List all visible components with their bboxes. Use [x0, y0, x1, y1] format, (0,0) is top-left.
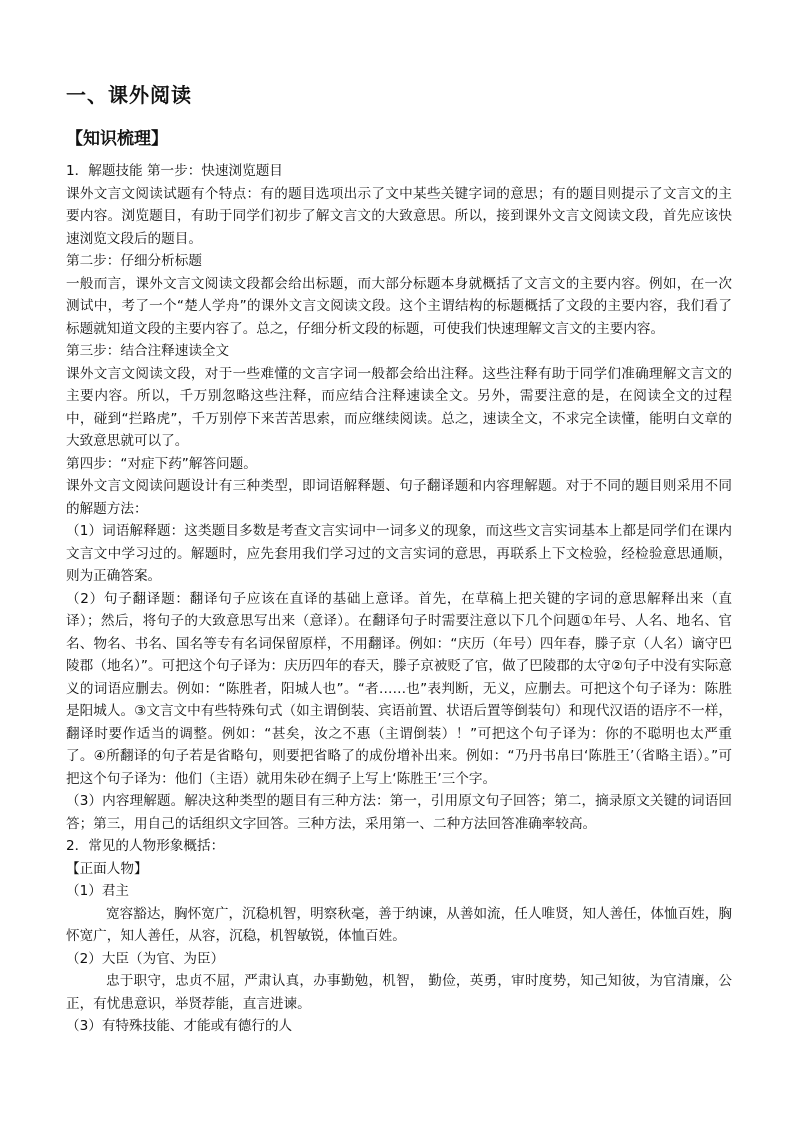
sub-heading: （3）有特殊技能、才能或有德行的人: [66, 1018, 293, 1034]
section-heading: 【知识梳理】: [66, 129, 168, 149]
page-title: 一、课外阅读: [66, 83, 192, 107]
category-heading: 【正面人物】: [66, 860, 148, 877]
step-heading: 第二步：仔细分析标题: [66, 253, 202, 269]
paragraph: 课外文言文阅读文段，对于一些难懂的文言字词一般都会给出注释。这些注释有助于同学们准确理解文言文的主要内容。所以，千万别忽略这些注释，而应结合注释速读全文。另外，需要注意的是，在阅读全文的过程中，碰到“拦路虎”，千万别停下来苦苦思索，而应继续阅读。总之，速读全文，不求完全读懂，能明白文章的大致意思就可以了。: [66, 365, 732, 449]
sub-heading: （1）君主: [66, 883, 130, 899]
paragraph: 宽容豁达，胸怀宽广，沉稳机智，明察秋毫，善于纳谏，从善如流，任人唯贤，知人善任，体恤百姓，胸怀宽广，知人善任，从容，沉稳，机智敏锐，体恤百姓。: [66, 905, 732, 944]
paragraph: 忠于职守，忠贞不屈，严肃认真，办事勤勉，机智， 勤俭，英勇，审时度势，知己知彼，为官清廉，公正，有忧患意识，举贤荐能，直言进谏。: [66, 973, 732, 1012]
list-heading: 2．常见的人物形象概括：: [66, 838, 225, 854]
step-heading: 第四步：“对症下药”解答问题。: [66, 455, 257, 472]
paragraph: 课外文言文阅读问题设计有三种类型，即词语解释题、句子翻译题和内容理解题。对于不同的题目则采用不同的解题方法：: [66, 478, 732, 517]
paragraph: （1）词语解释题：这类题目多数是考查文言实词中一词多义的现象，而这些文言实词基本上都是同学们在课内文言文中学习过的。解题时，应先套用我们学习过的文言实词的意思，再联系上下文检验，经检验意思通顺，则为正确答案。: [66, 523, 732, 584]
step-heading: 第三步：结合注释速读全文: [66, 343, 230, 359]
document-body: [66, 160, 732, 1038]
sub-heading: （2）大臣（为官、为臣）: [66, 950, 225, 967]
paragraph: 一般而言，课外文言文阅读文段都会给出标题，而大部分标题本身就概括了文言文的主要内容。例如，在一次测试中，考了一个“楚人学舟”的课外文言文阅读文段。这个主谓结构的标题概括了文段的主要内容，我们看了标题就知道文段的主要内容了。总之，仔细分析文段的标题，可使我们快速理解文言文的主要内容。: [66, 275, 732, 337]
paragraph: 课外文言文阅读试题有个特点：有的题目选项出示了文中某些关键字词的意思；有的题目则提示了文言文的主要内容。浏览题目，有助于同学们初步了解文言文的大致意思。所以，接到课外文言文阅读文段，首先应该快速浏览文段后的题目。: [66, 185, 732, 247]
step-heading: 1．解题技能 第一步：快速浏览题目: [66, 163, 283, 179]
paragraph: （2）句子翻译题：翻译句子应该在直译的基础上意译。首先，在草稿上把关键的字词的意思解释出来（直译）；然后，将句子的大致意思写出来（意译）。在翻译句子时需要注意以下几个问题①年号、人名、地名、官名、物名、书名、国名等专有名词保留原样，不用翻译。例如：“庆历（年号）四年春，滕子京（人名）谪守巴陵郡（地名）”。可把这个句子译为：庆历四年的春天，滕子京被贬了官，做了巴陵郡的太守②句子中没有实际意义的词语应删去。例如：“陈胜者，阳城人也”。“者……也”表判断，无义，应删去。可把这个句子译为：陈胜是阳城人。③文言文中有些特殊句式（如主谓倒装、宾语前置、状语后置等倒装句）和现代汉语的语序不一样，翻译时要作适当的调整。例如：“甚矣，汝之不惠（主谓倒装）！”可把这个句子译为：你的不聪明也太严重了。④所翻译的句子若是省略句，则要把省略了的成份增补出来。例如：“乃丹书帛曰‘陈胜王’（省略主语）。”可把这个句子译为：他们（主语）就用朱砂在绸子上写上‘陈胜王’三个字。: [66, 590, 732, 787]
paragraph: （3）内容理解题。解决这种类型的题目有三种方法：第一，引用原文句子回答；第二，摘录原文关键的词语回答；第三，用自己的话组织文字回答。三种方法，采用第一、二种方法回答准确率较高。: [66, 793, 732, 832]
